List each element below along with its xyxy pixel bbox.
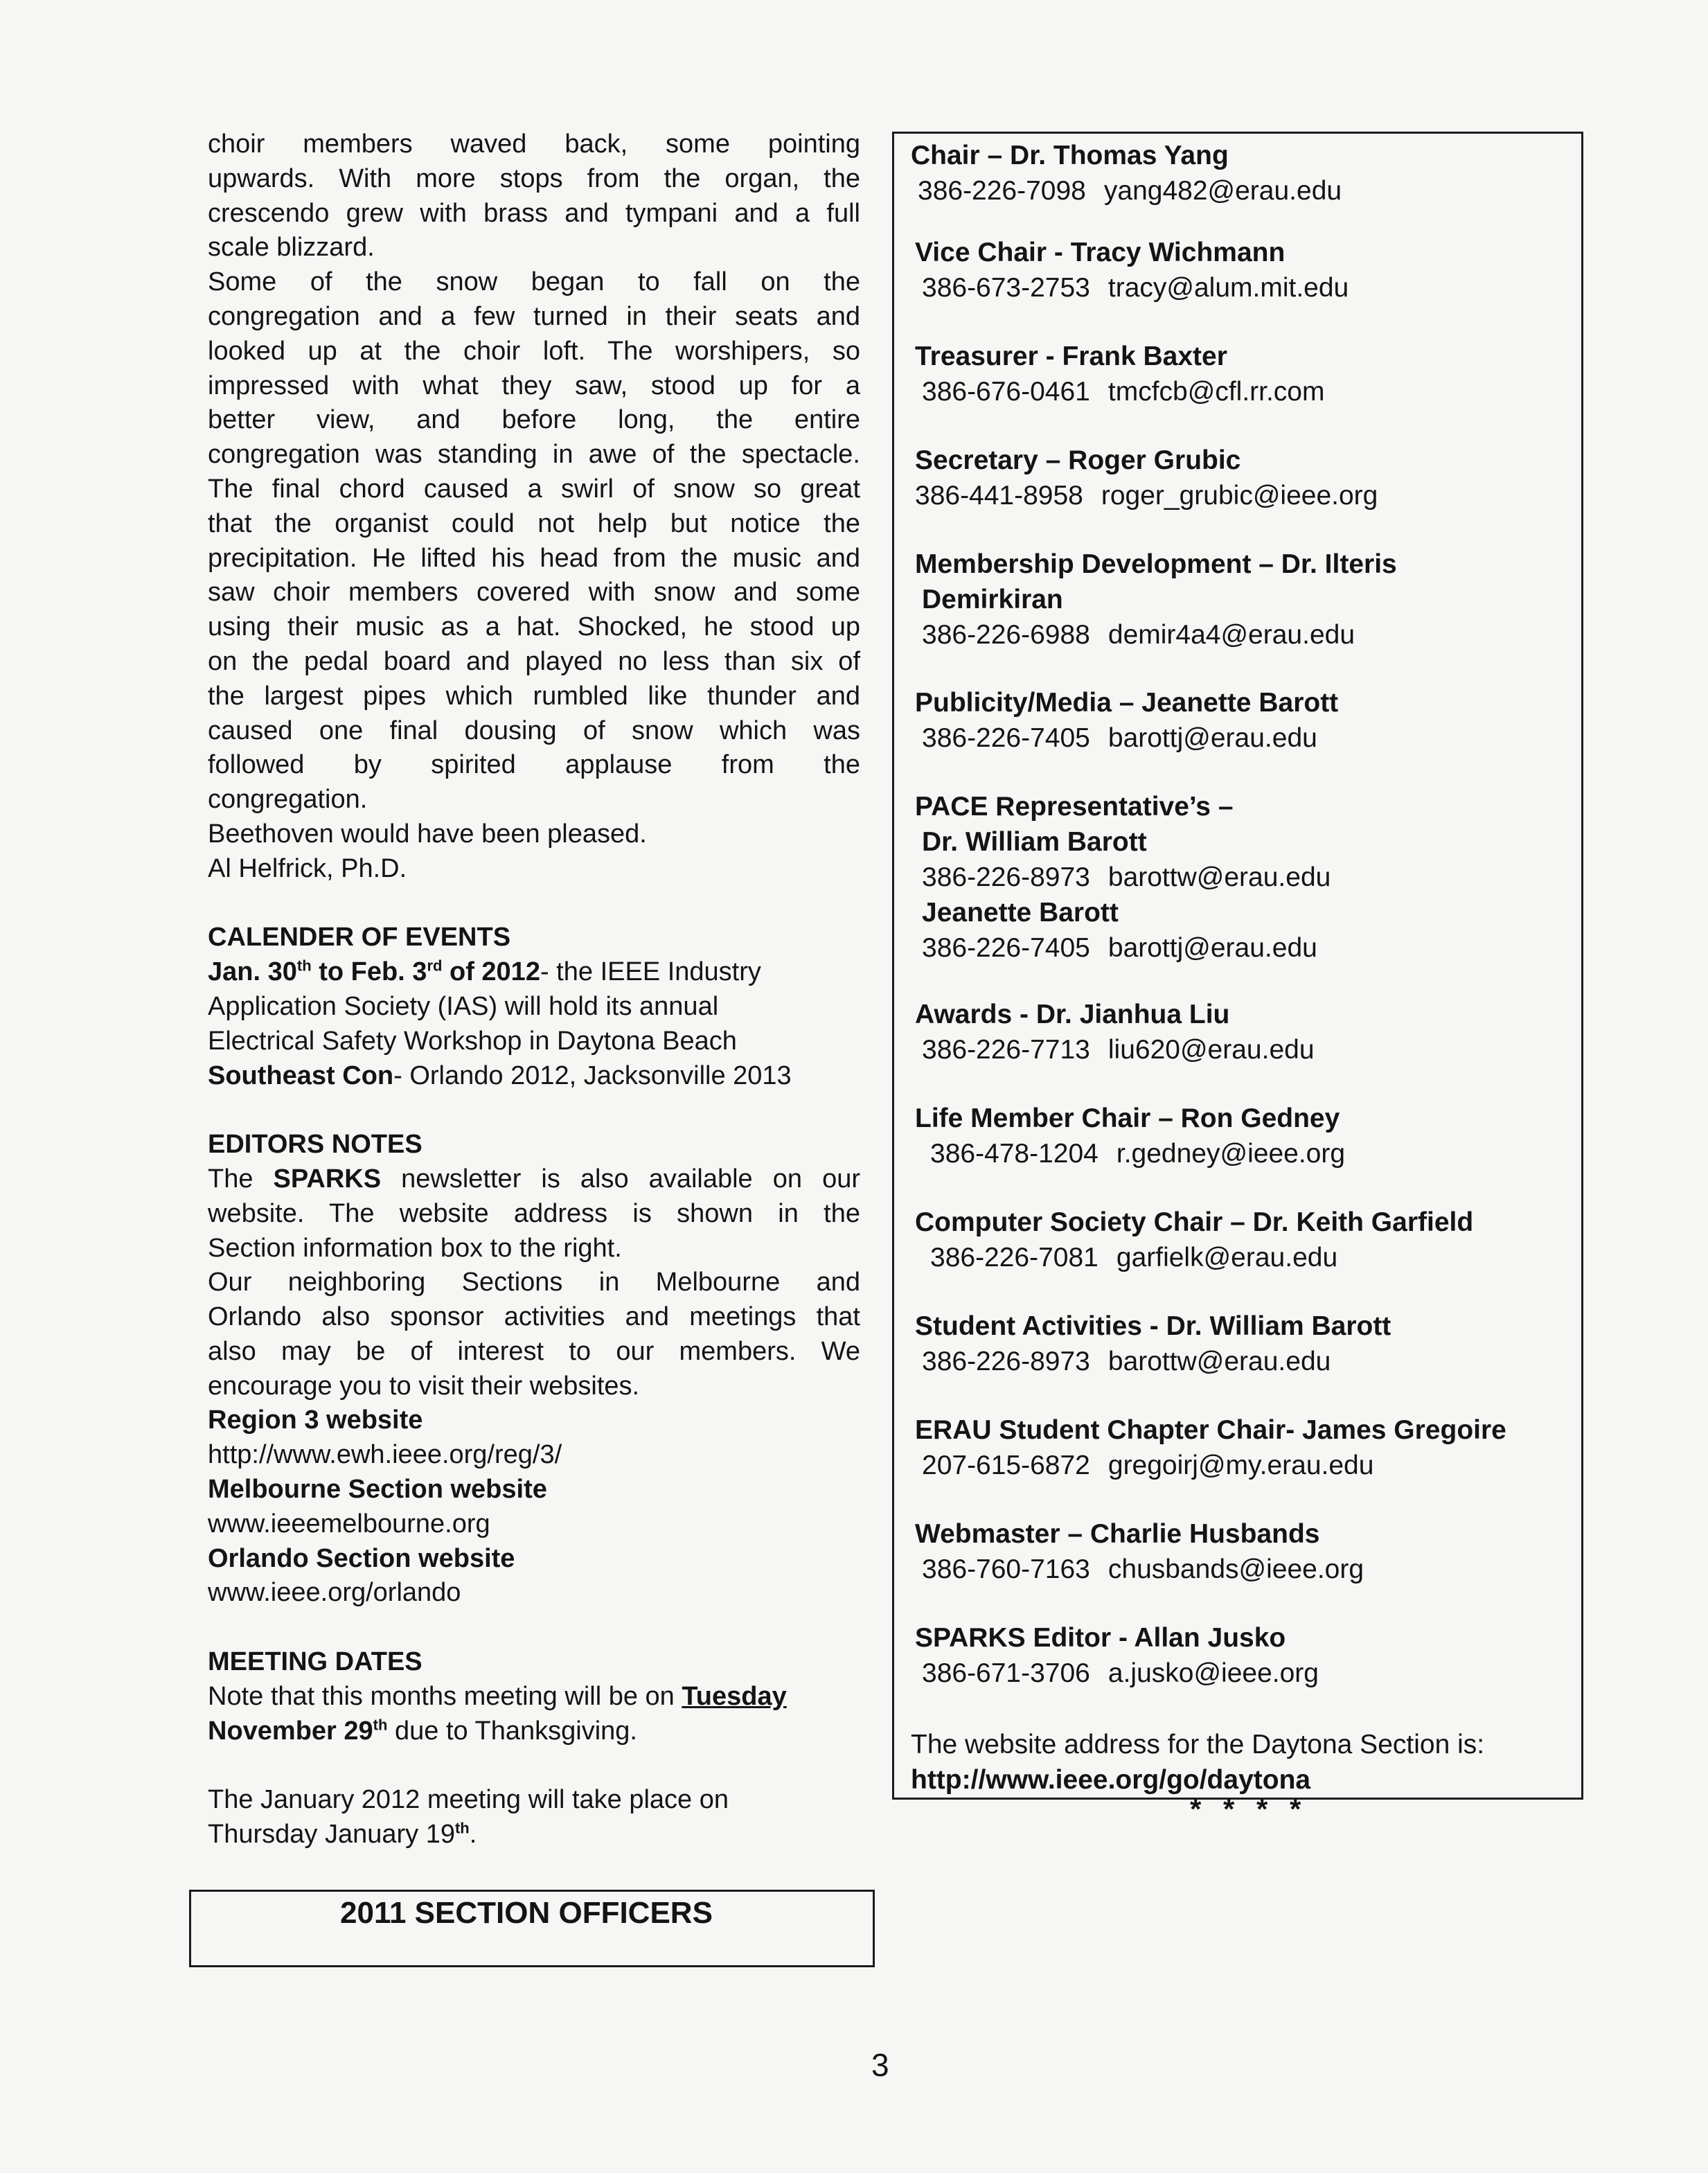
officer-phone: 386-673-2753 — [922, 273, 1090, 303]
region-website-url[interactable]: http://www.ewh.ieee.org/reg/3/ — [208, 1440, 562, 1470]
officer-erau-student-chapter-chair — [915, 1412, 1506, 1483]
officer-title: Vice Chair - Tracy Wichmann — [915, 238, 1286, 267]
officer-email[interactable]: r.gedney@ieee.org — [1116, 1139, 1346, 1169]
editors-line: Section information box to the right. — [208, 1233, 622, 1263]
officer-secretary — [915, 443, 1378, 513]
officer-title-continued: Demirkiran — [922, 585, 1063, 614]
officer-contact — [915, 270, 1349, 305]
story-line: Beethoven would have been pleased. — [208, 819, 647, 849]
officer-email[interactable]: barottj@erau.edu — [1107, 723, 1317, 753]
story-line: congregation. — [208, 785, 368, 815]
section-officers-box — [189, 1890, 875, 1967]
officer-email[interactable]: chusbands@ieee.org — [1107, 1554, 1364, 1584]
editors-line: encourage you to visit their websites. — [208, 1371, 640, 1401]
melbourne-website-url[interactable]: www.ieeemelbourne.org — [208, 1509, 490, 1538]
officer-contact — [915, 374, 1324, 409]
officer-phone: 386-441-8958 — [915, 481, 1083, 511]
section-officers-title: 2011 SECTION OFFICERS — [340, 1896, 713, 1930]
officer-title: Computer Society Chair – Dr. Keith Garfield — [915, 1207, 1474, 1237]
officer-phone: 386-226-8973 — [922, 862, 1090, 892]
left-column — [208, 127, 860, 1852]
officers-contact-box — [892, 132, 1583, 1800]
officer-phone: 386-226-7098 — [918, 176, 1086, 206]
page-number: 3 — [871, 2047, 889, 2083]
story-line: choir members waved back, some pointing — [208, 130, 860, 159]
editors-line: Our neighboring Sections in Melbourne and — [208, 1268, 860, 1297]
story-line: scale blizzard. — [208, 233, 375, 263]
editors-line: website. The website address is shown in the — [208, 1198, 860, 1228]
story-line: saw choir members covered with snow and some — [208, 578, 860, 607]
officer-name: Dr. William Barott — [922, 827, 1147, 857]
officer-chair — [911, 138, 1342, 209]
melbourne-website-label: Melbourne Section website — [208, 1475, 547, 1505]
officer-title: Life Member Chair – Ron Gedney — [915, 1103, 1340, 1133]
meeting-dates-section — [208, 1645, 860, 1852]
officer-contact — [915, 1344, 1391, 1379]
orlando-website-label: Orlando Section website — [208, 1543, 515, 1573]
story-line: followed by spirited applause from the — [208, 750, 860, 780]
story-text — [208, 127, 860, 887]
calendar-heading: CALENDER OF EVENTS — [208, 923, 511, 952]
officer-title: Membership Development – Dr. Ilteris — [915, 549, 1397, 579]
officer-phone: 386-226-6988 — [922, 620, 1090, 650]
story-line: the largest pipes which rumbled like thunder and — [208, 681, 860, 711]
officer-title: Awards - Dr. Jianhua Liu — [915, 1000, 1230, 1029]
officer-pace-representatives — [915, 789, 1331, 966]
officer-title: PACE Representative’s – — [915, 792, 1234, 822]
officer-title: Treasurer - Frank Baxter — [915, 342, 1227, 371]
region-website-label: Region 3 website — [208, 1405, 423, 1435]
calendar-line: Electrical Safety Workshop in Daytona Beach — [208, 1026, 737, 1056]
officer-student-activities — [915, 1309, 1391, 1379]
story-line: better view, and before long, the entire — [208, 405, 860, 435]
officer-title: Student Activities - Dr. William Barott — [915, 1311, 1391, 1341]
officer-phone: 386-760-7163 — [922, 1554, 1090, 1584]
story-line: congregation and a few turned in their seats and — [208, 301, 860, 331]
story-line: The final chord caused a swirl of snow so great — [208, 474, 860, 504]
officer-phone: 386-676-0461 — [922, 377, 1090, 407]
story-line: looked up at the choir loft. The worshipers, so — [208, 336, 860, 366]
officer-contact — [915, 1656, 1319, 1691]
story-line: that the organist could not help but notice the — [208, 508, 860, 538]
officer-email[interactable]: tmcfcb@cfl.rr.com — [1107, 377, 1325, 407]
officer-life-member-chair — [915, 1101, 1345, 1171]
officer-title: ERAU Student Chapter Chair- James Gregoire — [915, 1415, 1506, 1445]
officer-awards — [915, 997, 1315, 1067]
story-line: on the pedal board and played no less than six of — [208, 646, 860, 676]
officer-title: Chair – Dr. Thomas Yang — [911, 141, 1229, 170]
calendar-line: Jan. 30th to Feb. 3rd of 2012- the IEEE Industry — [208, 957, 761, 987]
officer-vice-chair — [915, 235, 1349, 305]
section-website-url[interactable]: http://www.ieee.org/go/daytona — [911, 1765, 1311, 1795]
officer-contact — [915, 1032, 1315, 1067]
editors-line: also may be of interest to our members. We — [208, 1336, 860, 1366]
editors-line: The SPARKS newsletter is also available on our — [208, 1164, 860, 1194]
officer-contact — [915, 1552, 1364, 1587]
officer-computer-society-chair — [915, 1205, 1473, 1275]
officer-title: Webmaster – Charlie Husbands — [915, 1519, 1320, 1549]
officer-contact — [915, 930, 1331, 966]
calendar-line: Application Society (IAS) will hold its annual — [208, 991, 719, 1021]
story-line: crescendo grew with brass and tympani and a full — [208, 198, 860, 228]
calendar-line: Southeast Con- Orlando 2012, Jacksonville 2013 — [208, 1061, 792, 1090]
officer-email[interactable]: roger_grubic@ieee.org — [1101, 481, 1378, 511]
editors-notes-section — [208, 1128, 860, 1611]
officer-email[interactable]: demir4a4@erau.edu — [1107, 620, 1355, 650]
orlando-website-url[interactable]: www.ieee.org/orlando — [208, 1578, 461, 1608]
section-website-text: The website address for the Daytona Section is: — [911, 1730, 1485, 1759]
officer-phone: 386-226-7713 — [922, 1035, 1090, 1065]
officer-contact — [915, 1136, 1345, 1171]
officer-contact — [915, 720, 1338, 756]
officer-title: SPARKS Editor - Allan Jusko — [915, 1623, 1286, 1653]
story-line: caused one final dousing of snow which was — [208, 716, 860, 745]
officer-membership-development — [915, 547, 1397, 653]
officer-sparks-editor — [915, 1620, 1319, 1691]
story-line: congregation was standing in awe of the spectacle. — [208, 440, 860, 470]
officer-contact — [915, 1240, 1473, 1275]
officer-email[interactable]: liu620@erau.edu — [1107, 1035, 1315, 1065]
officer-email[interactable]: barottw@erau.edu — [1107, 862, 1331, 892]
editors-heading: EDITORS NOTES — [208, 1130, 422, 1160]
officer-contact — [915, 617, 1397, 653]
officer-publicity-media — [915, 685, 1338, 756]
story-line: using their music as a hat. Shocked, he stood up — [208, 612, 860, 642]
story-line: impressed with what they saw, stood up for a — [208, 371, 860, 400]
section-divider-stars: * * * * — [1190, 1793, 1308, 1825]
meeting-heading: MEETING DATES — [208, 1647, 422, 1677]
officer-phone: 207-615-6872 — [922, 1451, 1090, 1480]
story-line: Some of the snow began to fall on the — [208, 267, 860, 297]
officer-phone: 386-226-7405 — [922, 723, 1090, 753]
story-line: upwards. With more stops from the organ, the — [208, 163, 860, 193]
officer-contact — [915, 1448, 1506, 1483]
officer-phone: 386-226-8973 — [922, 1347, 1090, 1376]
editors-line: Orlando also sponsor activities and meetings that — [208, 1302, 860, 1332]
officer-title: Publicity/Media – Jeanette Barott — [915, 688, 1339, 718]
meeting-line: The January 2012 meeting will take place on — [208, 1785, 729, 1815]
story-line: precipitation. He lifted his head from the music and — [208, 543, 860, 573]
officer-email[interactable]: yang482@erau.edu — [1103, 176, 1342, 206]
officer-phone: 386-226-7081 — [930, 1243, 1098, 1272]
section-website-info — [911, 1727, 1484, 1798]
officer-email[interactable]: garfielk@erau.edu — [1116, 1243, 1338, 1272]
officer-phone: 386-226-7405 — [922, 933, 1090, 963]
officer-phone: 386-671-3706 — [922, 1658, 1090, 1688]
officer-treasurer — [915, 339, 1324, 409]
officer-email[interactable]: barottw@erau.edu — [1107, 1347, 1331, 1376]
officer-webmaster — [915, 1516, 1364, 1587]
officer-name: Jeanette Barott — [922, 898, 1119, 928]
officer-contact — [915, 860, 1331, 895]
story-author: Al Helfrick, Ph.D. — [208, 853, 407, 883]
officer-title: Secretary – Roger Grubic — [915, 445, 1241, 475]
calendar-section — [208, 921, 860, 1093]
officer-contact — [911, 173, 1342, 209]
meeting-line: Note that this months meeting will be on Tuesday — [208, 1681, 787, 1711]
meeting-line: Thursday January 19th. — [208, 1819, 477, 1850]
officer-phone: 386-478-1204 — [930, 1139, 1098, 1169]
meeting-line: November 29th due to Thanksgiving. — [208, 1716, 637, 1746]
officer-email[interactable]: tracy@alum.mit.edu — [1107, 273, 1349, 303]
officer-email[interactable]: a.jusko@ieee.org — [1107, 1658, 1319, 1688]
officer-contact — [915, 478, 1378, 513]
officer-email[interactable]: gregoirj@my.erau.edu — [1107, 1451, 1374, 1480]
officer-email[interactable]: barottj@erau.edu — [1107, 933, 1317, 963]
